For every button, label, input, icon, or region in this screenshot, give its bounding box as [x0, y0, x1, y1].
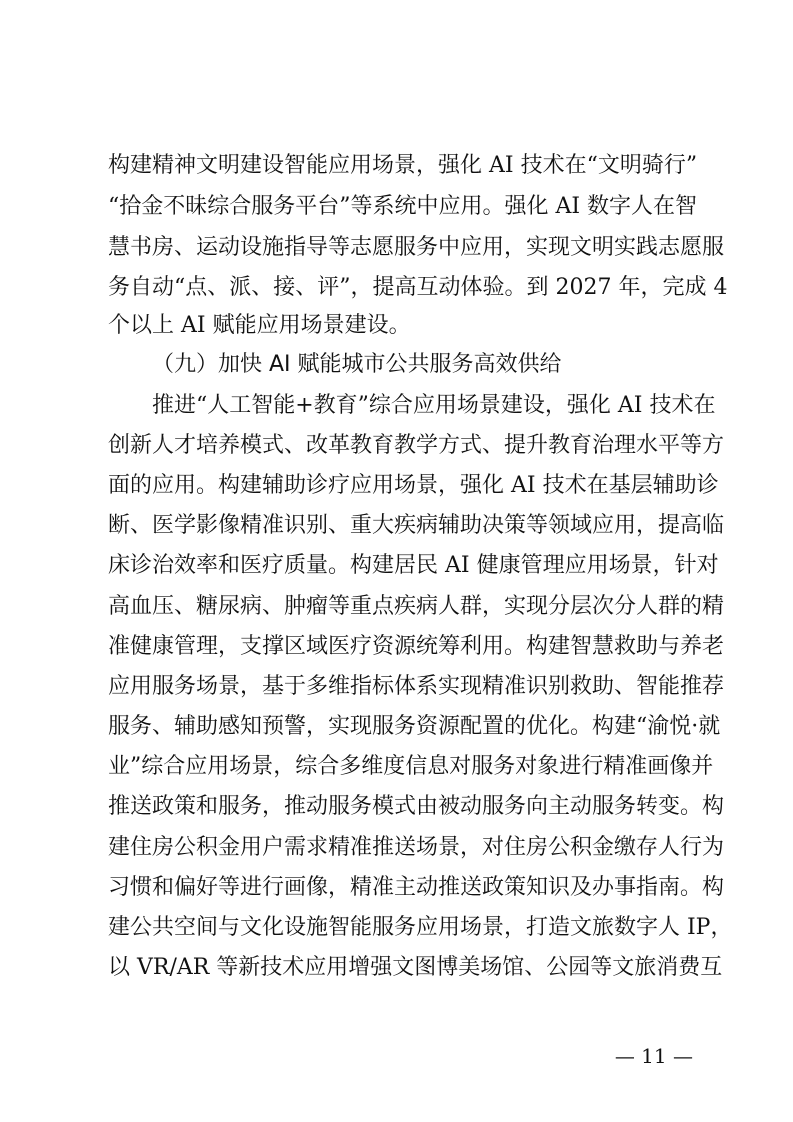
paragraph-2-line-12: 建住房公积金用户需求精准推送场景，对住房公积金缴存人行为	[108, 835, 725, 860]
paragraph-2-line-1: 推进“人工智能+教育”综合应用场景建设，强化 AI 技术在	[152, 393, 716, 418]
paragraph-2-line-7: 准健康管理，支撑区域医疗资源统筹利用。构建智慧救助与养老	[108, 634, 725, 659]
section-heading: （九）加快 AI 赋能城市公共服务高效供给	[152, 352, 562, 377]
paragraph-2-line-10: 业”综合应用场景，综合多维度信息对服务对象进行精准画像并	[108, 754, 714, 779]
paragraph-1-line-1: 构建精神文明建设智能应用场景，强化 AI 技术在“文明骑行”	[108, 153, 698, 178]
paragraph-1-line-3: 慧书房、运动设施指导等志愿服务中应用，实现文明实践志愿服	[108, 235, 725, 260]
paragraph-2-line-13: 习惯和偏好等进行画像，精准主动推送政策知识及办事指南。构	[108, 875, 725, 900]
paragraph-2-line-3: 面的应用。构建辅助诊疗应用场景，强化 AI 技术在基层辅助诊	[108, 473, 719, 498]
paragraph-2-line-9: 服务、辅助感知预警，实现服务资源配置的优化。构建“渝悦·就	[108, 714, 721, 739]
paragraph-2-line-2: 创新人才培养模式、改革教育教学方式、提升教育治理水平等方	[108, 433, 725, 458]
paragraph-2-line-14: 建公共空间与文化设施智能服务应用场景，打造文旅数字人 IP，	[108, 915, 733, 940]
page-number: — 11 —	[614, 1044, 693, 1068]
paragraph-1-line-4: 务自动“点、派、接、评”，提高互动体验。到 2027 年，完成 4	[108, 275, 728, 300]
paragraph-1-line-5: 个以上 AI 赋能应用场景建设。	[108, 313, 411, 338]
paragraph-2-line-4: 断、医学影像精准识别、重大疾病辅助决策等领域应用，提高临	[108, 513, 725, 538]
paragraph-2-line-8: 应用服务场景，基于多维指标体系实现精准识别救助、智能推荐	[108, 674, 725, 699]
paragraph-2-line-11: 推送政策和服务，推动服务模式由被动服务向主动服务转变。构	[108, 794, 725, 819]
paragraph-2-line-5: 床诊治效率和医疗质量。构建居民 AI 健康管理应用场景，针对	[108, 553, 719, 578]
paragraph-2-line-6: 高血压、糖尿病、肿瘤等重点疾病人群，实现分层次分人群的精	[108, 594, 725, 619]
paragraph-1-line-2: “拾金不昧综合服务平台”等系统中应用。强化 AI 数字人在智	[108, 194, 698, 219]
paragraph-2-line-15: 以 VR/AR 等新技术应用增强文图博美场馆、公园等文旅消费互	[108, 955, 723, 980]
